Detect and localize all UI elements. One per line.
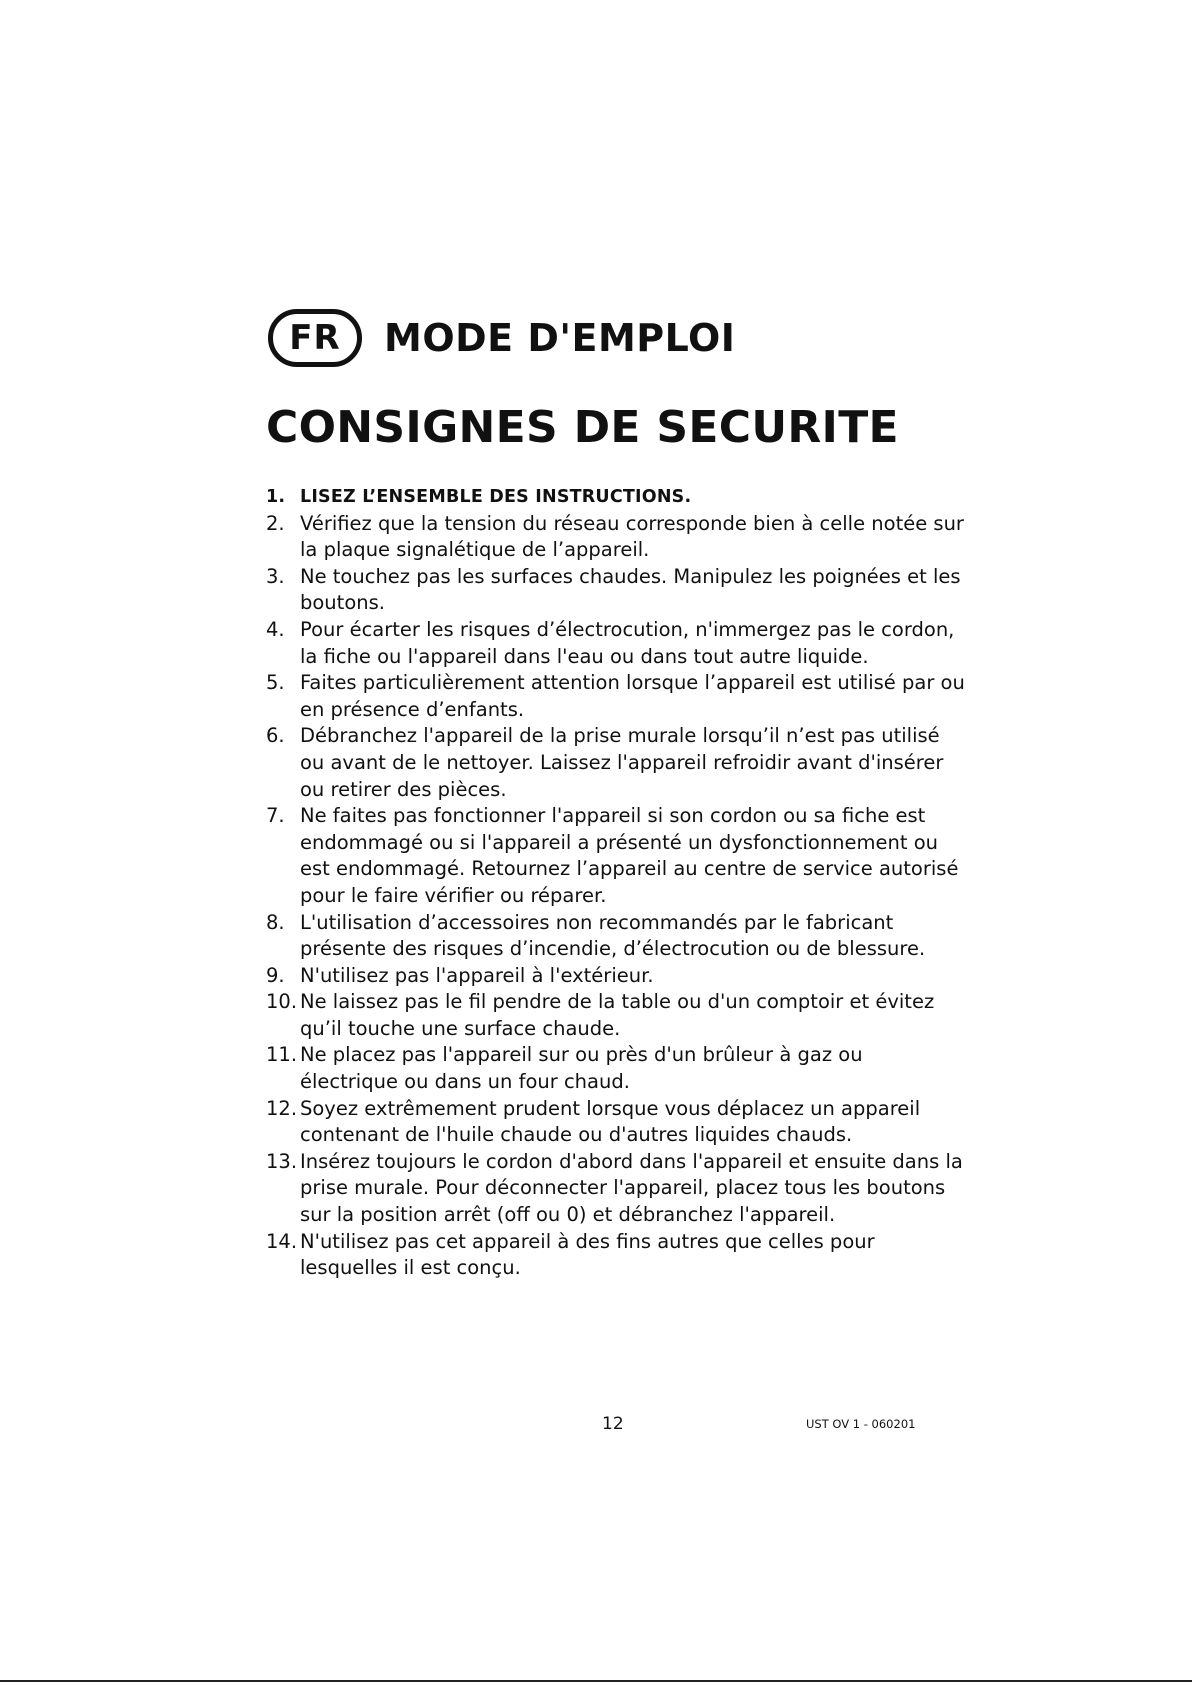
document-code: UST OV 1 - 060201 [806, 1417, 916, 1431]
item-number: 3. [266, 564, 285, 588]
list-item [266, 910, 966, 963]
item-text: Pour écarter les risques d’électrocution, n'immergez pas le cordon, la fiche ou l'appareil dans l'eau ou dans tout autre liquide. [300, 617, 955, 668]
item-text: Ne placez pas l'appareil sur ou près d'un brûleur à gaz ou électrique ou dans un four chaud. [300, 1043, 863, 1094]
list-item [266, 511, 966, 564]
page-bottom-rule [0, 1680, 1192, 1682]
item-number: 10. [266, 990, 298, 1014]
list-item [266, 963, 966, 990]
language-badge: FR [268, 309, 362, 367]
item-text: N'utilisez pas l'appareil à l'extérieur. [300, 963, 654, 987]
item-number: 8. [266, 910, 285, 934]
list-item [266, 1096, 966, 1149]
list-item [266, 1229, 966, 1282]
item-text: Ne laissez pas le fil pendre de la table ou d'un comptoir et évitez qu’il touche une surface chaude. [300, 990, 935, 1040]
item-number: 1. [266, 487, 286, 507]
item-number: 6. [266, 724, 285, 748]
page-number: 12 [602, 1414, 624, 1434]
header-title: MODE D'EMPLOI [384, 316, 736, 360]
section-title: CONSIGNES DE SECURITE [266, 402, 899, 453]
item-text: LISEZ L’ENSEMBLE DES INSTRUCTIONS. [300, 487, 692, 507]
item-text: Débranchez l'appareil de la prise murale lorsqu’il n’est pas utilisé ou avant de le nettoyer. Laissez l'appareil refroidir avant d'insérer ou retirer des pièces. [300, 724, 944, 801]
item-text: Vérifiez que la tension du réseau corresponde bien à celle notée sur la plaque signalétique de l’appareil. [300, 511, 964, 562]
item-text: Ne touchez pas les surfaces chaudes. Manipulez les poignées et les boutons. [300, 564, 961, 615]
list-item [266, 989, 966, 1042]
item-number: 4. [266, 617, 285, 641]
item-number: 2. [266, 511, 285, 535]
item-text: L'utilisation d’accessoires non recommandés par le fabricant présente des risques d’incendie, d’électrocution ou de blessure. [300, 910, 926, 961]
list-item [266, 670, 966, 723]
item-text: Faites particulièrement attention lorsque l’appareil est utilisé par ou en présence d’enfants. [300, 671, 965, 721]
item-text: N'utilisez pas cet appareil à des fins autres que celles pour lesquelles il est conçu. [300, 1229, 875, 1280]
item-number: 12. [266, 1096, 298, 1120]
item-text: Insérez toujours le cordon d'abord dans l'appareil et ensuite dans la prise murale. Pour déconnecter l'appareil, placez tous les boutons sur la position arrêt (off ou 0) et débranchez l'appareil. [300, 1149, 963, 1227]
item-number: 14. [266, 1229, 298, 1253]
item-number: 5. [266, 671, 285, 695]
item-number: 9. [266, 963, 285, 987]
list-item [266, 564, 966, 617]
list-item [266, 617, 966, 670]
list-item [266, 1042, 966, 1095]
item-number: 11. [266, 1043, 298, 1067]
list-item [266, 484, 966, 511]
item-number: 7. [266, 804, 285, 828]
list-item [266, 1149, 966, 1229]
safety-instructions-list [266, 484, 966, 1282]
list-item [266, 723, 966, 803]
item-number: 13. [266, 1149, 298, 1173]
item-text: Ne faites pas fonctionner l'appareil si son cordon ou sa fiche est endommagé ou si l'appareil a présenté un dysfonctionnement ou est endommagé. Retournez l’appareil au centre de service autorisé pour le faire vérifier ou réparer. [300, 804, 959, 907]
item-text: Soyez extrêmement prudent lorsque vous déplacez un appareil contenant de l'huile chaude ou d'autres liquides chauds. [300, 1096, 921, 1147]
list-item [266, 803, 966, 909]
manual-header [268, 306, 735, 370]
